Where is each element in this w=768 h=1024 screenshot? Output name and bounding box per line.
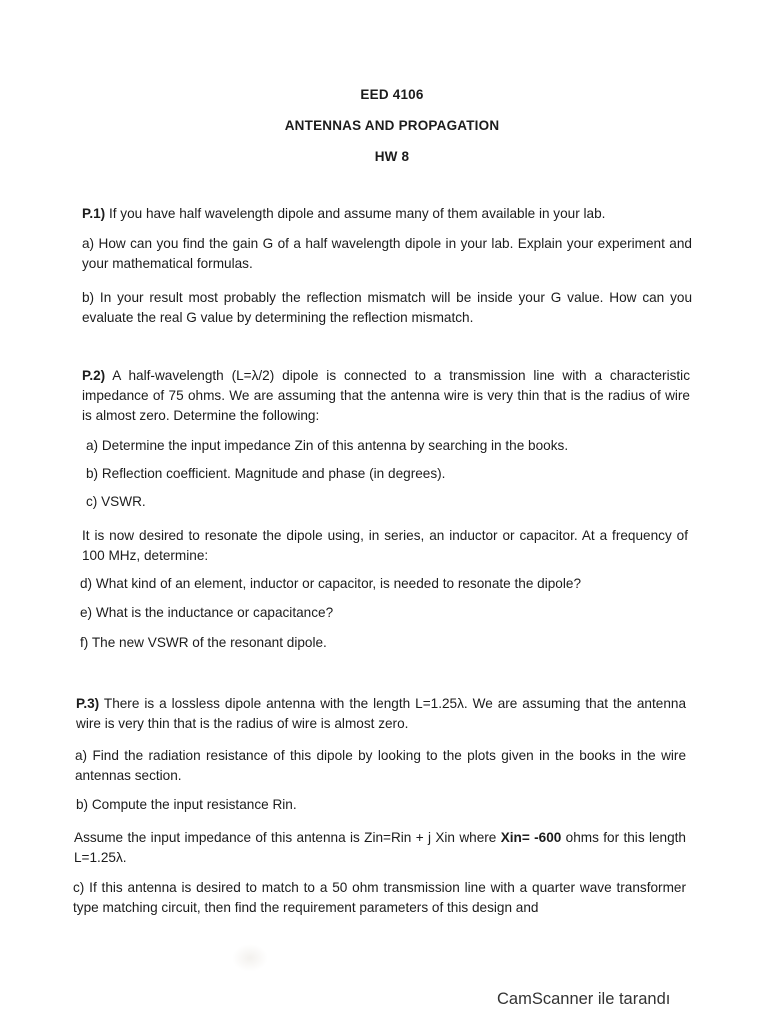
course-code: EED 4106 bbox=[360, 87, 424, 102]
xin-value: Xin= -600 bbox=[500, 830, 562, 845]
scanner-watermark: CamScanner ile tarandı bbox=[497, 990, 671, 1008]
problem-1-text: If you have half wavelength dipole and assume many of them available in your lab. bbox=[105, 206, 606, 221]
problem-2e: e) What is the inductance or capacitance? bbox=[80, 605, 334, 620]
problem-1a: a) How can you find the gain G of a half wavelength dipole in your lab. Explain your experiment and your mathematical formulas. bbox=[82, 236, 692, 271]
assume-text-post: ohms for this length L=1.25λ. bbox=[74, 830, 686, 865]
problem-2-intro bbox=[82, 366, 690, 426]
problem-3c: c) If this antenna is desired to match to a 50 ohm transmission line with a quarter wave transformer type matching circuit, then find the requirement parameters of this design and bbox=[73, 880, 686, 915]
problem-2d: d) What kind of an element, inductor or capacitor, is needed to resonate the dipole? bbox=[80, 576, 582, 591]
problem-2-label: P.2) bbox=[82, 368, 106, 383]
scan-smudge bbox=[232, 944, 268, 972]
problem-3a: a) Find the radiation resistance of this dipole by looking to the plots given in the books in the wire antennas section. bbox=[75, 748, 686, 783]
problem-1-label: P.1) bbox=[82, 206, 106, 221]
problem-2b: b) Reflection coefficient. Magnitude and phase (in degrees). bbox=[86, 466, 446, 481]
problem-2c: c) VSWR. bbox=[86, 494, 146, 509]
problem-2f: f) The new VSWR of the resonant dipole. bbox=[80, 635, 327, 650]
problem-1-intro bbox=[82, 204, 694, 224]
assume-text-pre: Assume the input impedance of this antenna is Zin=Rin + j Xin where bbox=[74, 830, 501, 845]
problem-3-text: There is a lossless dipole antenna with the length L=1.25λ. We are assuming that the antenna wire is very thin that is the radius of wire is almost zero. bbox=[76, 696, 686, 731]
course-name: ANTENNAS AND PROPAGATION bbox=[284, 118, 500, 133]
problem-2-text: A half-wavelength (L=λ/2) dipole is connected to a transmission line with a characteristic impedance of 75 ohms. We are assuming that the antenna wire is very thin that is the radius of wire is almost zero. Determine the following: bbox=[82, 368, 690, 423]
problem-3b: b) Compute the input resistance Rin. bbox=[76, 797, 297, 812]
problem-3-intro bbox=[76, 694, 686, 734]
problem-1b: b) In your result most probably the reflection mismatch will be inside your G value. How can you evaluate the real G value by determining the reflection mismatch. bbox=[82, 290, 692, 325]
problem-2a: a) Determine the input impedance Zin of this antenna by searching in the books. bbox=[86, 438, 569, 453]
assignment-title: HW 8 bbox=[374, 149, 410, 164]
problem-2-resonate: It is now desired to resonate the dipole using, in series, an inductor or capacitor. At a frequency of 100 MHz, determine: bbox=[82, 528, 688, 563]
problem-3-assume bbox=[74, 828, 686, 868]
problem-3-label: P.3) bbox=[76, 696, 100, 711]
